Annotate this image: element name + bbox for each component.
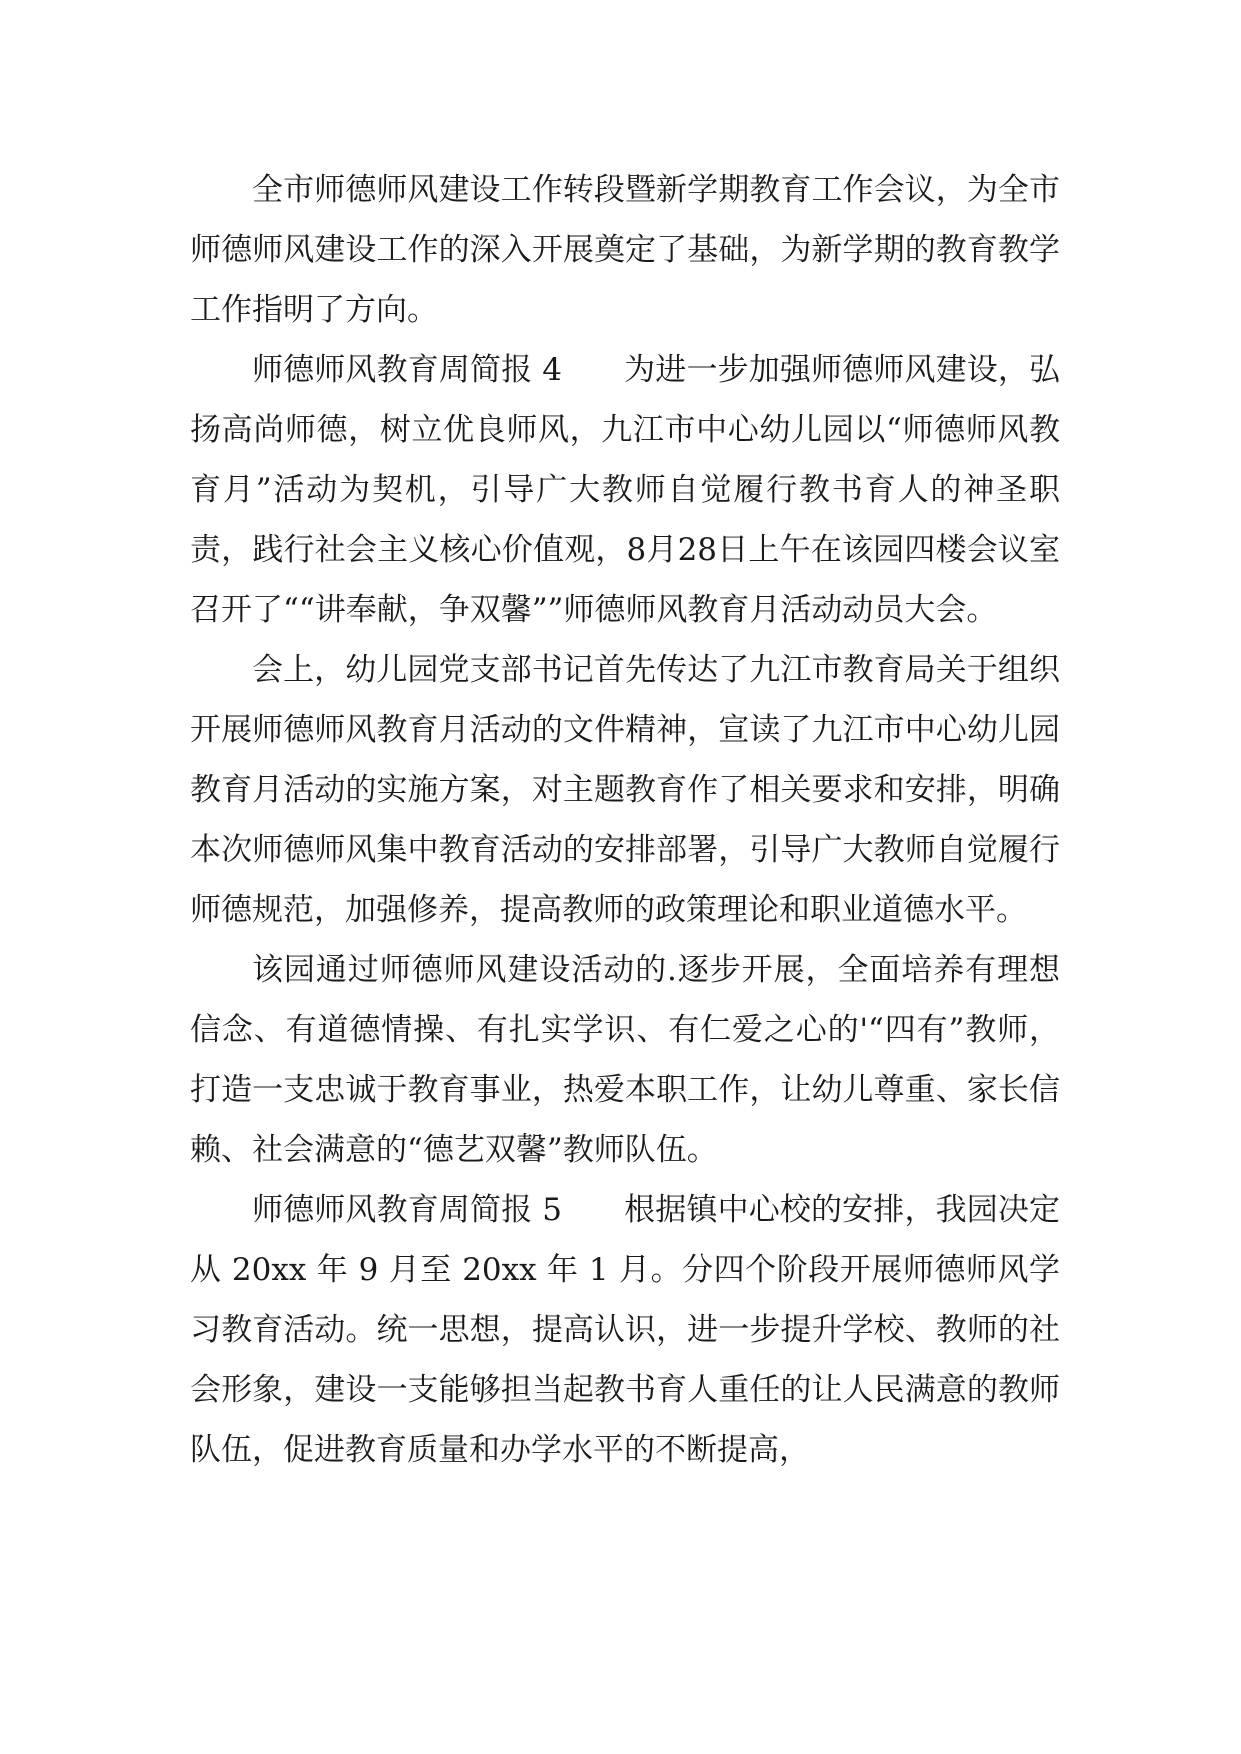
paragraph-text: 该园通过师德师风建设活动的.逐步开展，全面培养有理想信念、有道德情操、有扎实学识、有仁爱之心的'“四有”教师，打造一支忠诚于教育事业，热爱本职工作，让幼儿尊重、家长信赖、社会满意的“德艺双馨”教师队伍。	[190, 952, 1060, 1168]
section-heading: 师德师风教育周简报 5	[252, 1192, 563, 1228]
paragraph-1	[190, 160, 1060, 340]
paragraph-text: 为进一步加强师德师风建设，弘扬高尚师德，树立优良师风，九江市中心幼儿园以“师德师风教育月”活动为契机，引导广大教师自觉履行教书育人的神圣职责，践行社会主义核心价值观，8月28日上午在该园四楼会议室召开了““讲奉献，争双馨””师德师风教育月活动动员大会。	[190, 352, 1061, 628]
paragraph-4	[190, 940, 1060, 1180]
paragraph-3	[190, 640, 1060, 940]
section-heading: 师德师风教育周简报 4	[252, 352, 563, 388]
paragraph-text: 会上，幼儿园党支部书记首先传达了九江市教育局关于组织开展师德师风教育月活动的文件精神，宣读了九江市中心幼儿园教育月活动的实施方案，对主题教育作了相关要求和安排，明确本次师德师风集中教育活动的安排部署，引导广大教师自觉履行师德规范，加强修养，提高教师的政策理论和职业道德水平。	[190, 652, 1060, 928]
document-body	[190, 160, 1060, 1480]
paragraph-text: 根据镇中心校的安排，我园决定从 20xx 年 9 月至 20xx 年 1 月。分四个阶段开展师德师风学习教育活动。统一思想，提高认识，进一步提升学校、教师的社会形象，建设一支能够担当起教书育人重任的让人民满意的教师队伍，促进教育质量和办学水平的不断提高，	[190, 1192, 1061, 1468]
paragraph-text: 全市师德师风建设工作转段暨新学期教育工作会议，为全市师德师风建设工作的深入开展奠定了基础，为新学期的教育教学工作指明了方向。	[190, 172, 1060, 328]
paragraph-5	[190, 1180, 1060, 1480]
paragraph-2	[190, 340, 1060, 640]
